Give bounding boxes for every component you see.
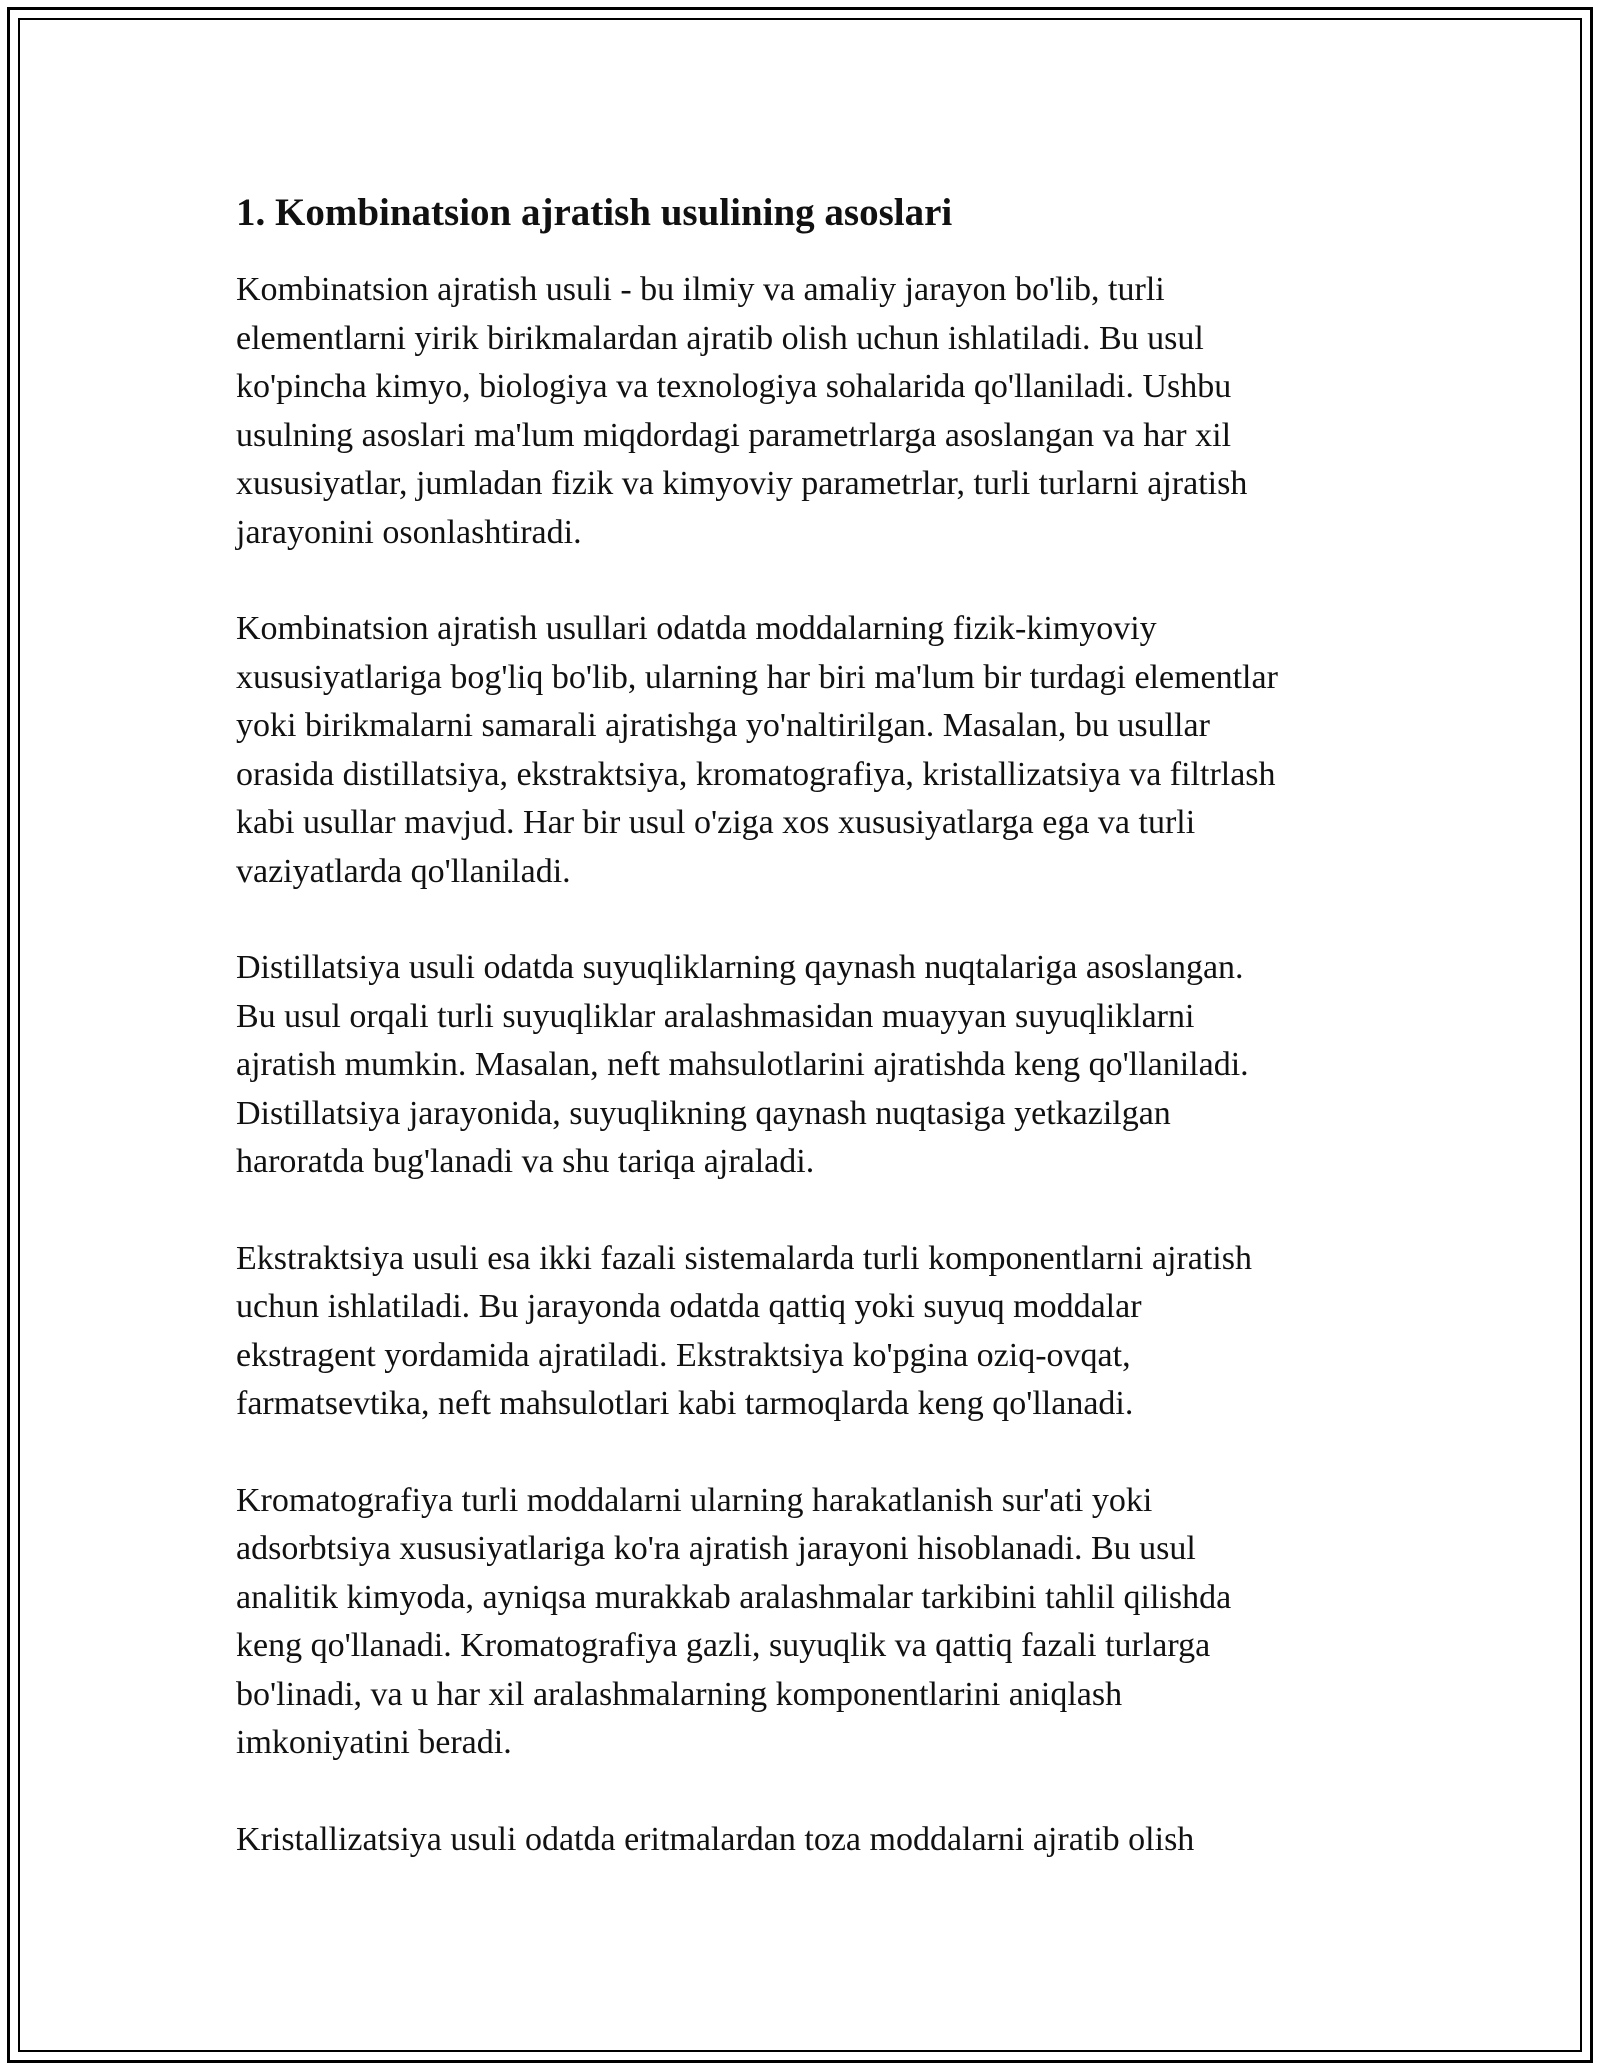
paragraph-line: ko'pincha kimyo, biologiya va texnologiya sohalarida qo'llaniladi. Ushbu	[236, 368, 1232, 405]
paragraph-line: imkoniyatini beradi.	[236, 1724, 512, 1761]
paragraph-line: xususiyatlariga bog'liq bo'lib, ularning har biri ma'lum bir turdagi elementlar	[236, 658, 1278, 696]
paragraph-line: haroratda bug'lanadi va shu tariqa ajraladi.	[236, 1143, 815, 1180]
paragraph-line: Distillatsiya jarayonida, suyuqlikning qaynash nuqtasiga yetkazilgan	[236, 1094, 1171, 1132]
paragraph-line: Distillatsiya usuli odatda suyuqliklarning qaynash nuqtalariga asoslangan.	[236, 949, 1244, 986]
paragraph	[236, 266, 1376, 557]
paragraph-line: Kromatografiya turli moddalarni ularning harakatlanish sur'ati yoki	[236, 1481, 1153, 1519]
paragraph-line: uchun ishlatiladi. Bu jarayonda odatda qattiq yoki suyuq moddalar	[236, 1288, 1142, 1325]
paragraph-line: orasida distillatsiya, ekstraktsiya, kromatografiya, kristallizatsiya va filtrlash	[236, 755, 1276, 793]
document-body	[236, 186, 1376, 1912]
paragraph-line: Kombinatsion ajratish usullari odatda moddalarning fizik-kimyoviy	[236, 610, 1157, 647]
paragraph-line: usulning asoslari ma'lum miqdordagi parametrlarga asoslangan va har xil	[236, 416, 1232, 454]
paragraph-line: yoki birikmalarni samarali ajratishga yo'naltirilgan. Masalan, bu usullar	[236, 707, 1210, 744]
paragraph	[236, 1477, 1376, 1768]
paragraph-line: keng qo'llanadi. Kromatografiya gazli, suyuqlik va qattiq fazali turlarga	[236, 1627, 1211, 1664]
paragraph-line: ekstragent yordamida ajratiladi. Ekstraktsiya ko'pgina oziq-ovqat,	[236, 1336, 1131, 1374]
paragraph	[236, 1235, 1376, 1429]
paragraph	[236, 605, 1376, 896]
paragraph-line: bo'linadi, va u har xil aralashmalarning komponentlarini aniqlash	[236, 1675, 1123, 1713]
paragraph-list	[236, 266, 1376, 1864]
paragraph-line: Kombinatsion ajratish usuli - bu ilmiy va amaliy jarayon bo'lib, turli	[236, 271, 1165, 308]
paragraph-line: vaziyatlarda qo'llaniladi.	[236, 852, 571, 890]
paragraph-line: analitik kimyoda, ayniqsa murakkab aralashmalar tarkibini tahlil qilishda	[236, 1578, 1232, 1616]
paragraph-line: adsorbtsiya xususiyatlariga ko'ra ajratish jarayoni hisoblanadi. Bu usul	[236, 1530, 1196, 1567]
paragraph-line: ajratish mumkin. Masalan, neft mahsulotlarini ajratishda keng qo'llaniladi.	[236, 1046, 1249, 1083]
paragraph-line: xususiyatlar, jumladan fizik va kimyoviy parametrlar, turli turlarni ajratish	[236, 465, 1248, 502]
paragraph-line: Kristallizatsiya usuli odatda eritmalardan toza moddalarni ajratib olish	[236, 1820, 1195, 1858]
paragraph-line: Bu usul orqali turli suyuqliklar aralashmasidan muayyan suyuqliklarni	[236, 997, 1195, 1035]
paragraph-line: Ekstraktsiya usuli esa ikki fazali sistemalarda turli komponentlarni ajratish	[236, 1239, 1252, 1277]
paragraph	[236, 1816, 1376, 1865]
paragraph-line: jarayonini osonlashtiradi.	[236, 513, 582, 551]
paragraph-line: farmatsevtika, neft mahsulotlari kabi tarmoqlarda keng qo'llanadi.	[236, 1385, 1134, 1422]
paragraph	[236, 944, 1376, 1187]
paragraph-line: elementlarni yirik birikmalardan ajratib olish uchun ishlatiladi. Bu usul	[236, 319, 1204, 357]
section-heading: 1. Kombinatsion ajratish usulining asoslari	[236, 191, 953, 234]
paragraph-line: kabi usullar mavjud. Har bir usul o'ziga xos xususiyatlarga ega va turli	[236, 804, 1196, 841]
